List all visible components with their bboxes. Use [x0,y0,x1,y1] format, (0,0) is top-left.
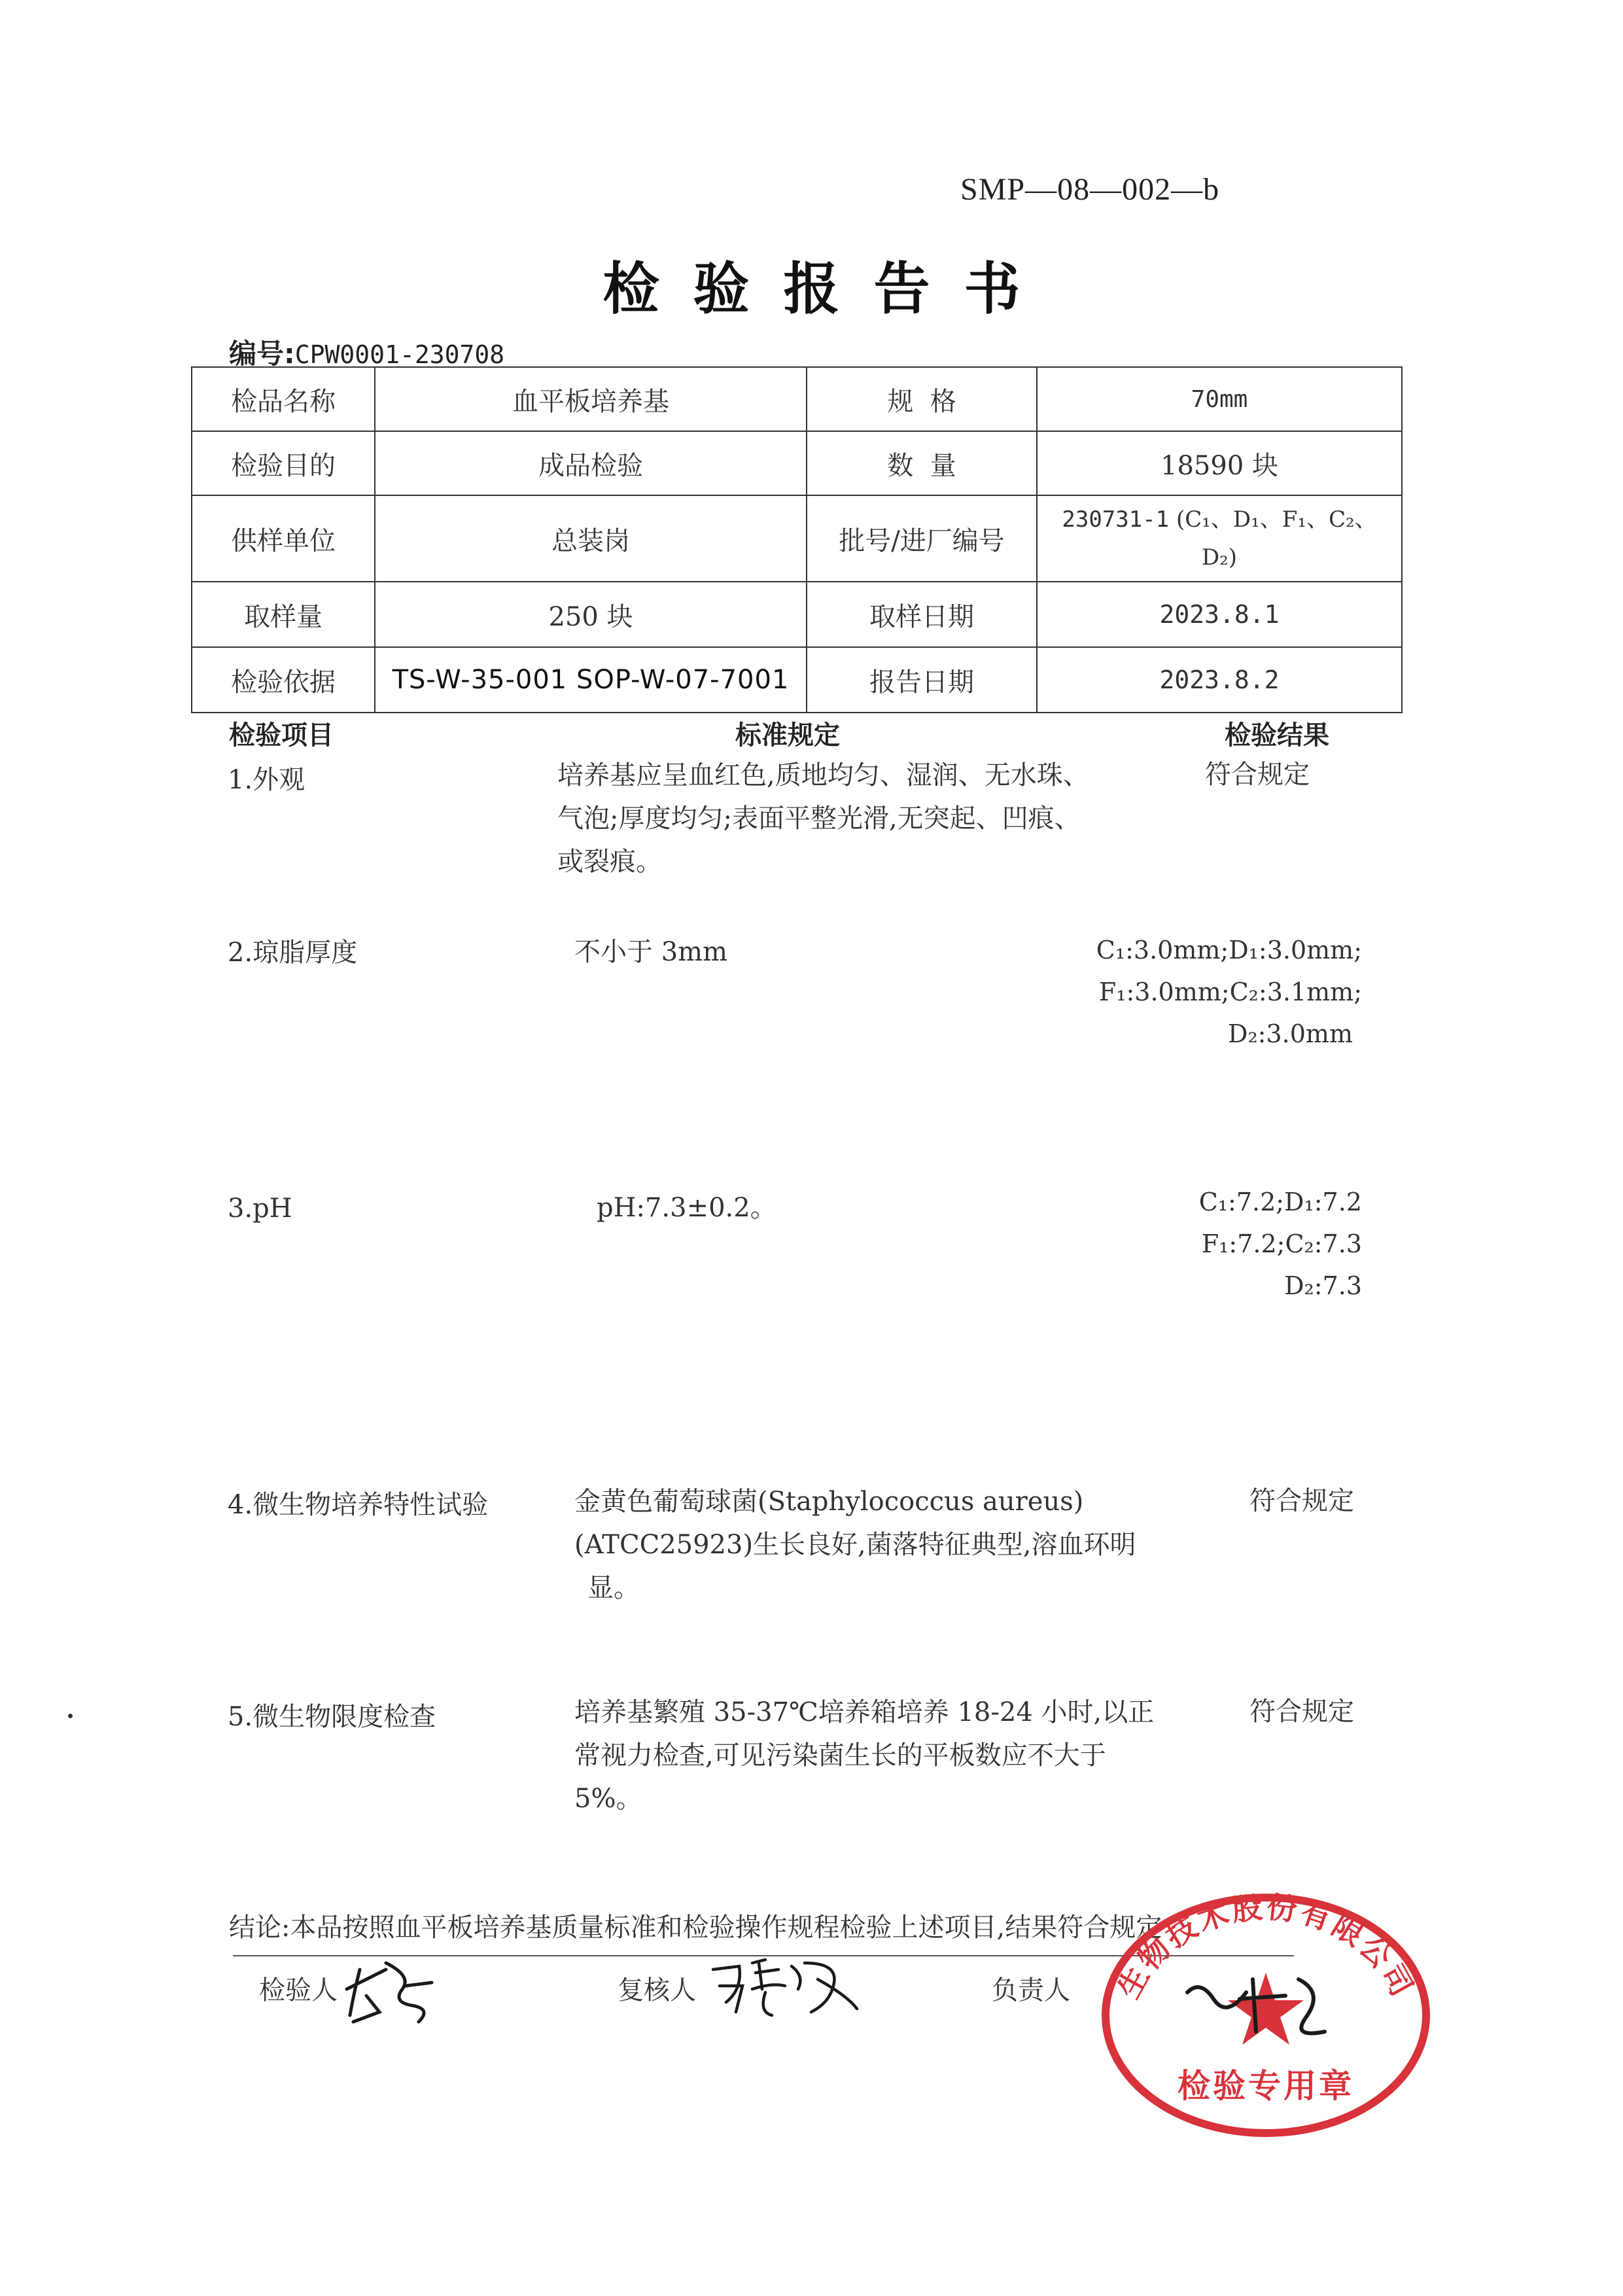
info-table [191,366,1403,713]
reviewer-label: 复核人 [618,1975,696,2005]
seal-bottom-text: 检验专用章 [1178,2067,1354,2105]
report-number-label: 编号: [229,338,295,370]
result-column-header: 检验结果 [1225,720,1329,751]
table-value: 血平板培养基 [375,367,807,431]
reviewer-signature [707,1950,864,2022]
table-label: 报告日期 [807,647,1037,713]
table-value: 总装岗 [375,495,807,582]
standard-line: 培养基繁殖 35-37℃培养箱培养 18-24 小时,以正 [574,1697,1155,1727]
item-result [1073,1181,1362,1307]
report-number [229,332,504,372]
table-row [192,582,1402,647]
inspection-seal [1089,1868,1442,2143]
result-line: C₁:3.0mm;D₁:3.0mm; [1096,936,1362,964]
standard-line: (ATCC25923)生长良好,菌落特征典型,溶血环明 [574,1530,1136,1560]
table-label: 取样量 [192,582,375,647]
item-result: 符合规定 [1249,1486,1354,1516]
result-line: F₁:3.0mm;C₂:3.1mm; [1098,978,1362,1006]
table-row [192,367,1402,431]
table-label: 数 量 [807,431,1037,495]
table-label: 规 格 [807,367,1037,431]
item-name: 2.琼脂厚度 [228,938,358,968]
table-label: 批号/进厂编号 [807,495,1037,582]
batch-number: 230731-1 [1062,506,1170,533]
batch-codes: (C₁、D₁、F₁、C₂、D₂) [1176,506,1377,571]
item-result [1021,929,1362,1055]
table-value: 70mm [1037,367,1402,431]
item-standard [574,1480,1235,1610]
standard-line: 金黄色葡萄球菌(Staphylococcus aureus) [574,1487,1084,1517]
table-row [192,495,1402,582]
page-title: 检验报告书 [602,256,1055,322]
inspector-signature [340,1950,445,2028]
item-result: 符合规定 [1249,1697,1354,1727]
document-code: SMP—08—002—b [960,172,1220,207]
responsible-label: 负责人 [992,1975,1070,2005]
responsible-signature [1187,1979,1325,2034]
table-value [1037,495,1402,582]
result-line: D₂:3.0mm [1227,1019,1353,1048]
inspector-label: 检验人 [259,1975,338,2005]
standard-line: 常视力检查,可见污染菌生长的平板数应不大于 [574,1740,1106,1771]
table-value: 2023.8.1 [1037,582,1402,647]
table-label: 检验依据 [192,647,375,713]
scan-speck [68,1714,73,1718]
item-standard [574,1691,1235,1820]
standard-line: 5%。 [574,1784,642,1814]
table-value: 250 块 [375,582,807,647]
item-name: 1.外观 [228,765,305,795]
standard-column-header: 标准规定 [735,720,840,751]
table-value: TS-W-35-001 SOP-W-07-7001 [375,647,807,713]
item-result: 符合规定 [1205,760,1310,790]
item-name: 3.pH [228,1193,292,1224]
star-icon [1228,1973,1304,2045]
item-name: 4.微生物培养特性试验 [228,1490,489,1520]
standard-line: 气泡;厚度均匀;表面平整光滑,无突起、凹痕、 [557,804,1081,834]
table-label: 检品名称 [192,367,375,431]
result-line: F₁:7.2;C₂:7.3 [1201,1229,1362,1258]
table-row [192,647,1402,713]
item-column-header: 检验项目 [229,720,334,751]
table-label: 供样单位 [192,495,375,582]
standard-line: 显。 [587,1573,640,1603]
table-value: 2023.8.2 [1037,647,1402,713]
item-standard: pH:7.3±0.2。 [597,1193,777,1223]
table-row [192,431,1402,495]
result-line: D₂:7.3 [1284,1271,1362,1300]
item-standard: 不小于 3mm [574,937,728,967]
table-value: 成品检验 [375,431,807,495]
report-number-value: CPW0001-230708 [294,340,505,369]
item-name: 5.微生物限度检查 [228,1702,436,1732]
result-line: C₁:7.2;D₁:7.2 [1198,1188,1362,1216]
seal-top-path: 生物技术股份有限公司 [1110,1889,1422,2004]
conclusion: 结论:本品按照血平板培养基质量标准和检验操作规程检验上述项目,结果符合规定 [229,1913,1162,1943]
table-value: 18590 块 [1037,431,1402,495]
standard-line: 或裂痕。 [557,847,662,877]
table-label: 检验目的 [192,431,375,495]
item-standard [557,754,1198,883]
table-label: 取样日期 [807,582,1037,647]
standard-line: 培养基应呈血红色,质地均匀、湿润、无水珠、 [557,760,1089,790]
